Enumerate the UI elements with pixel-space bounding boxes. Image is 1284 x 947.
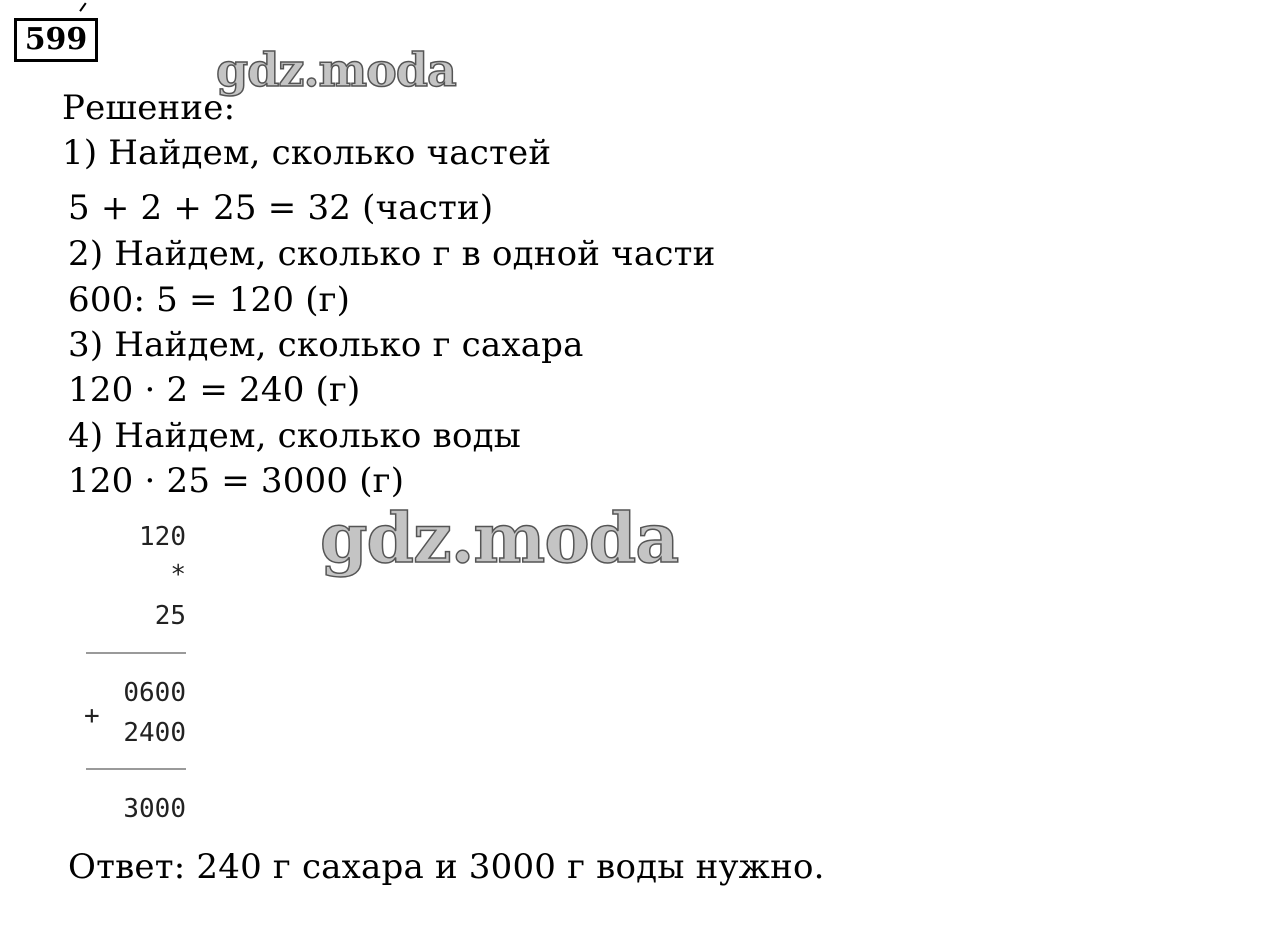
solution-heading: Решение: [62,88,236,128]
solution-calc-4: 120 · 25 = 3000 (г) [68,461,405,501]
column-multiplicand: 120 [139,522,186,552]
watermark-logo: gdz.moda [320,499,679,579]
task-number-badge: 599 [14,18,98,62]
solution-calc-1: 5 + 2 + 25 = 32 (части) [68,188,494,228]
solution-step-4: 4) Найдем, сколько воды [68,416,522,456]
column-result: 3000 [123,794,186,824]
solution-calc-3: 120 · 2 = 240 (г) [68,370,361,410]
column-rule-1 [86,652,186,654]
column-multiplier: 25 [154,601,186,631]
solution-step-2: 2) Найдем, сколько г в одной части [68,234,716,274]
answer-line: Ответ: 240 г сахара и 3000 г воды нужно. [68,847,825,887]
tick-mark [79,2,95,17]
watermark-logo: gdz.moda [216,43,456,97]
column-operator: * [170,560,186,590]
solution-step-1: 1) Найдем, сколько частей [62,133,552,173]
column-rule-2 [86,768,186,770]
column-partial-1: 0600 [123,678,186,708]
solution-step-3: 3) Найдем, сколько г сахара [68,325,584,365]
solution-calc-2: 600: 5 = 120 (г) [68,280,351,320]
column-plus-sign: + [84,701,100,731]
column-partial-2: 2400 [123,718,186,748]
